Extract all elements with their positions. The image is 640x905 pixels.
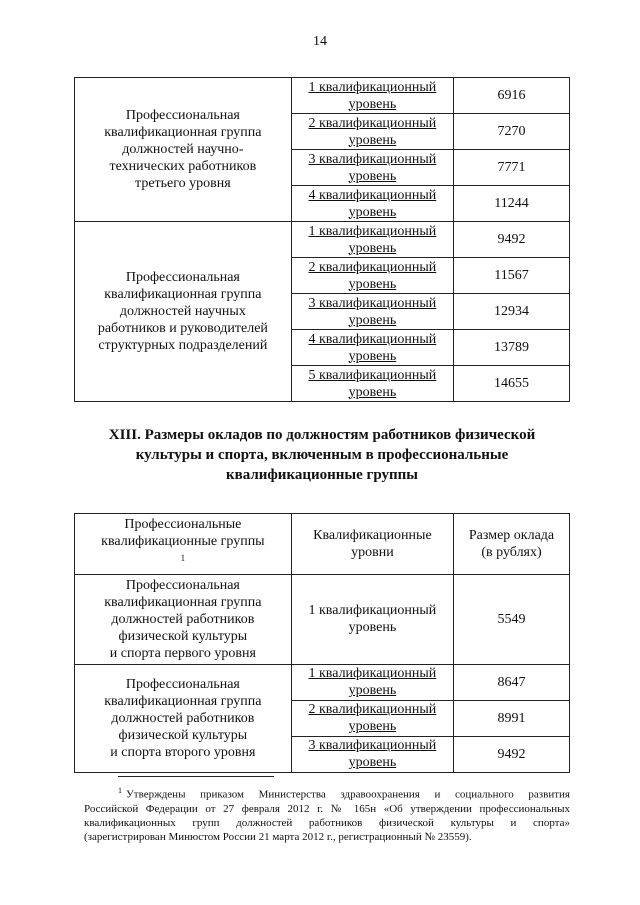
level-label: 1 квалификационный xyxy=(308,603,437,619)
level-label: 5 квалификационный xyxy=(308,367,437,383)
salary-cell: 13789 xyxy=(454,330,570,366)
group-name-cell xyxy=(75,574,292,664)
group-name-cell xyxy=(75,222,292,402)
footnote-line: Утверждены приказом Министерства здравоохранения и социального развития xyxy=(126,788,570,801)
level-label: 3 квалификационный xyxy=(308,295,437,311)
level-cell xyxy=(291,330,453,366)
level-cell xyxy=(291,78,453,114)
salary-cell: 7270 xyxy=(454,114,570,150)
group-name-line: физической культуры xyxy=(118,727,248,743)
level-label: 1 квалификационный xyxy=(308,79,437,95)
group-name-line: квалификационная группа xyxy=(104,693,262,709)
level-cell xyxy=(291,150,453,186)
header-group-cell xyxy=(75,514,292,575)
header-label: Квалификационные xyxy=(313,527,432,543)
salary-cell: 11567 xyxy=(454,258,570,294)
level-cell xyxy=(291,366,453,402)
salary-cell: 9492 xyxy=(454,736,570,772)
level-label: уровень xyxy=(348,96,397,112)
group-name-cell xyxy=(75,78,292,222)
level-cell xyxy=(291,664,453,700)
header-level-cell xyxy=(291,514,453,575)
group-name-line: работников и руководителей xyxy=(97,321,268,336)
level-cell xyxy=(291,736,453,772)
group-name-line: должностей работников xyxy=(111,710,255,726)
group-name-line: технических работников xyxy=(109,159,257,174)
salary-cell: 5549 xyxy=(454,574,570,664)
header-label: Размер оклада xyxy=(468,527,555,543)
level-label: уровень xyxy=(348,620,397,636)
group-name-line: квалификационная группа xyxy=(104,287,262,302)
section-title-line: культуры и спорта, включенным в профессиональные xyxy=(135,447,509,463)
level-label: уровень xyxy=(348,204,397,220)
level-label: уровень xyxy=(348,384,397,400)
salary-cell: 14655 xyxy=(454,366,570,402)
level-cell xyxy=(291,114,453,150)
group-name-line: Профессиональная xyxy=(125,676,240,692)
header-label: квалификационные группы xyxy=(101,534,265,549)
level-label: уровень xyxy=(348,683,397,699)
group-name-line: должностей научно- xyxy=(122,142,244,157)
group-name-line: должностей научных xyxy=(119,304,246,319)
group-name-line: и спорта второго уровня xyxy=(110,744,256,760)
level-label: уровень xyxy=(348,276,397,292)
header-label: (в рублях) xyxy=(481,544,542,560)
footnote-line: квалификационных групп должностей работников физической культуры и спорта» xyxy=(84,816,570,829)
group-name-line: квалификационная группа xyxy=(104,125,262,140)
level-cell xyxy=(291,258,453,294)
level-label: 3 квалификационный xyxy=(308,738,437,754)
group-name-line: Профессиональная xyxy=(125,270,240,285)
level-label: уровень xyxy=(348,132,397,148)
salary-cell: 11244 xyxy=(454,186,570,222)
level-label: уровень xyxy=(348,312,397,328)
salary-cell: 9492 xyxy=(454,222,570,258)
salary-cell: 7771 xyxy=(454,150,570,186)
level-label: 1 квалификационный xyxy=(308,666,437,682)
footnote-mark: 1 xyxy=(118,786,122,795)
group-name-line: квалификационная группа xyxy=(104,594,262,610)
salary-cell: 12934 xyxy=(454,294,570,330)
group-name-line: физической культуры xyxy=(118,628,248,644)
salary-cell: 8991 xyxy=(454,700,570,736)
footnote-divider xyxy=(118,776,274,777)
level-label: уровень xyxy=(348,240,397,256)
group-name-cell xyxy=(75,664,292,772)
level-cell xyxy=(291,222,453,258)
level-label: уровень xyxy=(348,348,397,364)
group-name-line: структурных подразделений xyxy=(98,338,268,353)
footnote xyxy=(84,784,570,844)
level-label: 4 квалификационный xyxy=(308,187,437,203)
section-title-line: XIII. Размеры окладов по должностям работников физической xyxy=(108,427,536,443)
group-name-line: должностей работников xyxy=(111,611,255,627)
group-name-line: третьего уровня xyxy=(135,176,231,191)
footnote-line: (зарегистрирован Минюстом России 21 марта 2012 г., регистрационный № 23559). xyxy=(84,830,472,843)
section-title-line: квалификационные группы xyxy=(225,467,418,483)
group-name-line: Профессиональная xyxy=(125,108,240,123)
page-number: 14 xyxy=(313,34,327,49)
footnote-reference: 1 xyxy=(180,553,186,563)
level-cell xyxy=(291,700,453,736)
level-label: уровень xyxy=(348,755,397,771)
level-label: уровень xyxy=(348,168,397,184)
level-label: уровень xyxy=(348,719,397,735)
level-label: 3 квалификационный xyxy=(308,151,437,167)
header-label: уровни xyxy=(351,544,394,560)
salary-table-sport xyxy=(74,513,570,773)
group-name-line: Профессиональная xyxy=(125,577,240,593)
header-salary-cell xyxy=(454,514,570,575)
level-label: 1 квалификационный xyxy=(308,223,437,239)
level-label: 2 квалификационный xyxy=(308,259,437,275)
level-cell xyxy=(291,574,453,664)
footnote-line: Российской Федерации от 27 февраля 2012 г. № 165н «Об утверждении профессиональных xyxy=(84,802,570,815)
level-label: 2 квалификационный xyxy=(308,115,437,131)
level-label: 2 квалификационный xyxy=(308,702,437,718)
salary-cell: 8647 xyxy=(454,664,570,700)
level-label: 4 квалификационный xyxy=(308,331,437,347)
salary-cell: 6916 xyxy=(454,78,570,114)
level-cell xyxy=(291,294,453,330)
salary-table-research xyxy=(74,77,570,402)
section-title xyxy=(84,425,560,485)
group-name-line: и спорта первого уровня xyxy=(109,645,256,661)
header-label: Профессиональные xyxy=(124,517,242,532)
level-cell xyxy=(291,186,453,222)
